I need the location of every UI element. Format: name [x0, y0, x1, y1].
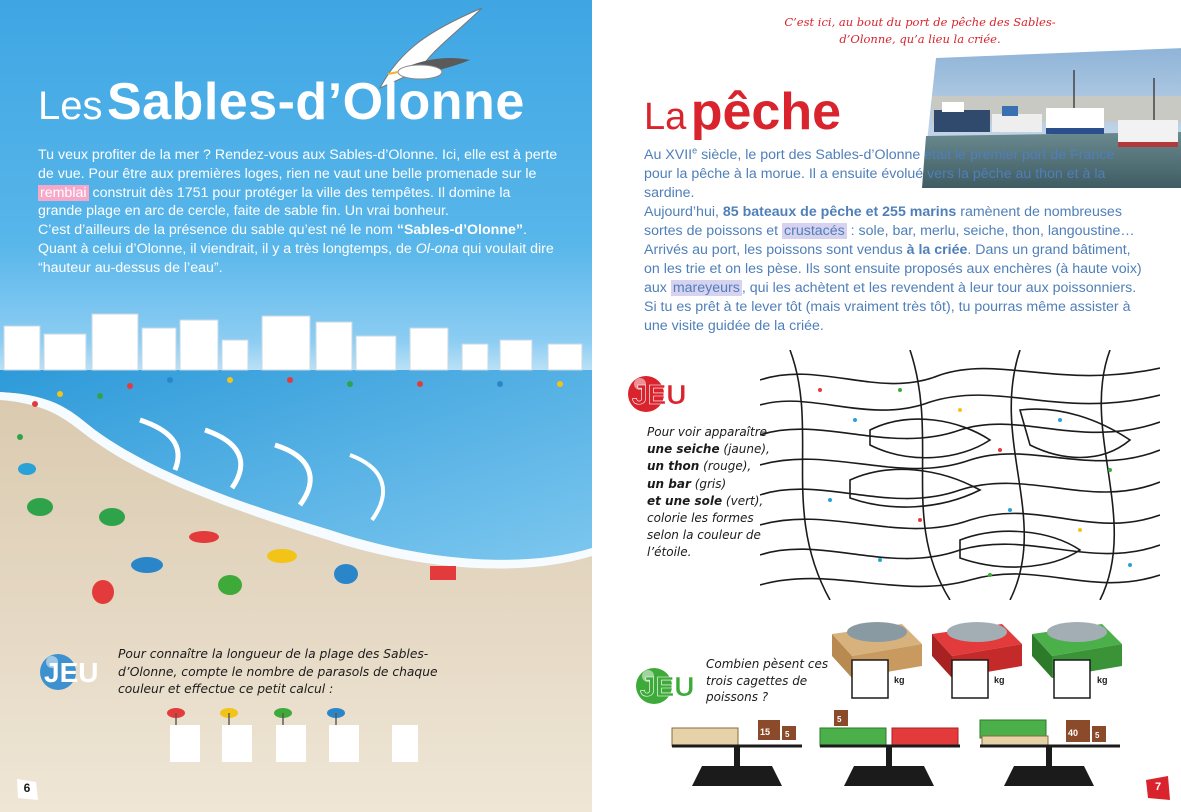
scale-3	[980, 720, 1120, 786]
title-la: La	[644, 96, 687, 138]
jeu-instructions-right-2: Combien pèsent ces trois cagettes de poissons ?	[706, 657, 829, 704]
jeu1-thon-color: (rouge),	[699, 459, 752, 474]
weight-5: 5	[1095, 731, 1100, 740]
peche-l2-bold2: à la criée	[906, 242, 968, 258]
page-number-right	[1144, 774, 1172, 802]
peche-l2-bold: 85 bateaux de pêche et 255 marins	[722, 204, 957, 220]
jeu-label-right-2: JEU	[640, 671, 695, 702]
title-peche: pêche	[690, 83, 842, 141]
intro-p2-c: qui voulait dire “hauteur au-dessus de l’eau”.	[38, 240, 554, 276]
jeu1-line-b	[647, 441, 777, 458]
peche-l1-sup: e	[692, 145, 698, 156]
weight-1: 15	[760, 727, 771, 737]
highlight-crustaces: crustacés	[784, 223, 845, 239]
page-number-right-text: 7	[1154, 781, 1162, 793]
jeu1-seiche: une seiche	[647, 442, 720, 457]
weight-4: 40	[1068, 728, 1079, 738]
weight-3: 5	[837, 715, 842, 724]
jeu-label-right-1: JEU	[632, 379, 687, 410]
intro-p2-a: C’est d’ailleurs de la présence du sable qu’est né le nom	[38, 222, 397, 239]
peche-l2-d: . Dans un grand bâtiment, on les trie et on les pèse. Ils sont ensuite proposés aux enchères (à haute voix) aux	[644, 242, 1142, 296]
intro-p2-italic: Ol-ona	[415, 240, 459, 257]
jeu1-thon: un thon	[647, 459, 700, 474]
page-title-left	[38, 72, 525, 132]
jeu1-bar-color: (gris)	[690, 476, 727, 491]
intro-p2-b: . Quant à celui d’Olonne, il viendrait, il y a très longtemps, de	[38, 222, 527, 257]
title-sables: Sables-d’Olonne	[106, 73, 525, 131]
jeu1-line-d	[647, 476, 777, 493]
peche-paragraph-2	[644, 203, 1144, 336]
jeu1-line-e	[647, 493, 777, 510]
page-title-right	[644, 82, 841, 142]
intro-p1-b: construit dès 1751 pour protéger la ville des tempêtes. Il domine la grande plage en arc de cercle, faite de sable fin. Un vrai bonheur.	[38, 184, 511, 220]
intro-paragraph-2	[38, 221, 558, 277]
peche-l2-b: ramènent de nombreuses sortes de poissons et	[644, 204, 1122, 239]
peche-paragraph-1	[644, 146, 1144, 203]
right-page	[592, 0, 1181, 812]
jeu1-sole-color: (vert),	[722, 493, 764, 508]
scale-1	[672, 720, 802, 786]
intro-text-left	[38, 146, 558, 278]
kg-label-3: kg	[1097, 675, 1108, 685]
peche-text	[644, 146, 1144, 336]
scale-2	[820, 710, 960, 786]
jeu1-bar: un bar	[647, 476, 691, 491]
jeu-badge-right-1	[624, 368, 704, 418]
page-number-left	[14, 776, 40, 802]
jeu1-line-c	[647, 458, 777, 475]
peche-l1-a: Au XVII	[644, 147, 693, 163]
intro-p2-bold: “Sables-d’Olonne”	[396, 222, 523, 239]
peche-l2-e: , qui les achètent et les revendent à leur tour aux poissonniers. Si tu es prêt à te lever tôt (mais vraiment très tôt), tu pourras même assister à une visite guidée de la criée.	[644, 280, 1137, 334]
jeu-label-left: JEU	[44, 657, 99, 688]
weight-boxes	[852, 660, 1090, 698]
highlight-mareyeurs: mareyeurs	[672, 280, 740, 296]
kg-label-1: kg	[894, 675, 905, 685]
jeu-instructions-left: Pour connaître la longueur de la plage des Sables-d’Olonne, compte le nombre de parasols de chaque couleur et effectue ce petit calcul :	[118, 647, 438, 696]
jeu-badge-left	[38, 646, 108, 696]
peche-l2-a: Aujourd’hui,	[644, 204, 723, 220]
jeu-instructions-right-1	[647, 424, 777, 562]
jeu-badge-right-2	[632, 660, 712, 710]
peche-l2-c: : sole, bar, merlu, seiche, thon, langoustine… Arrivés au port, les poissons sont vendus	[644, 223, 1135, 258]
photo-caption: C’est ici, au bout du port de pêche des Sables-d’Olonne, qu’a lieu la criée.	[784, 15, 1056, 46]
intro-paragraph-1	[38, 146, 558, 221]
jeu1-line-a: Pour voir apparaître	[647, 425, 768, 439]
skyline	[4, 314, 582, 370]
jeu1-seiche-color: (jaune),	[719, 442, 770, 457]
title-les: Les	[38, 84, 103, 128]
page-number-left-text: 6	[23, 781, 31, 795]
jeu1-sole: et une sole	[647, 493, 723, 508]
puzzle-stars	[818, 388, 1132, 577]
fish-crates	[822, 604, 1152, 714]
jeu1-line-f: colorie les formes selon la couleur de l’étoile.	[647, 511, 761, 560]
kg-label-2: kg	[994, 675, 1005, 685]
highlight-remblai: remblai	[40, 184, 87, 201]
intro-p1-a: Tu veux profiter de la mer ? Rendez-vous aux Sables-d’Olonne. Ici, elle est à perte de vue. Pour être aux premières loges, rien ne vaut une belle promenade sur le	[38, 147, 558, 182]
weight-2: 5	[785, 730, 790, 739]
coloring-puzzle	[760, 350, 1160, 600]
balance-scales	[662, 706, 1142, 806]
peche-l1-b: siècle, le port des Sables-d’Olonne était le premier port de France pour la pêche à la morue. Il a ensuite évolué vers la pêche au thon et à la sardine.	[644, 147, 1115, 201]
